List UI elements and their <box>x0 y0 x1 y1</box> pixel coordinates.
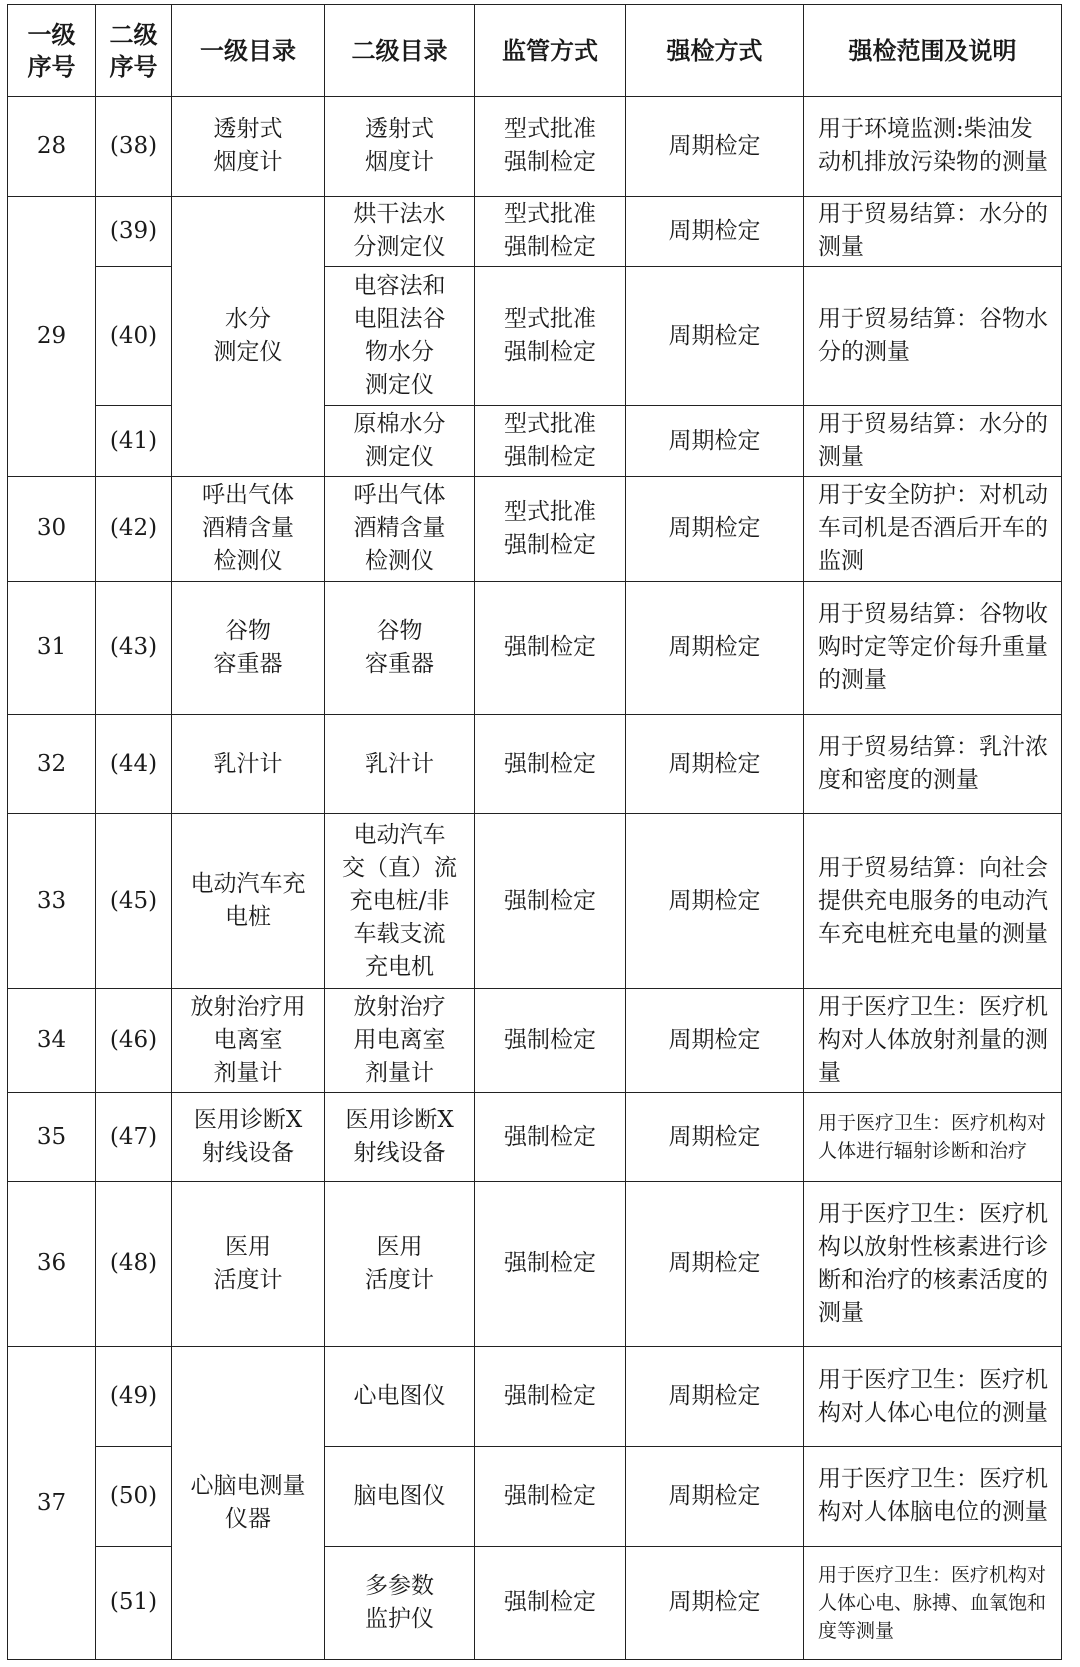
regulation-mode-cell: 型式批准 强制检定 <box>475 406 626 476</box>
level2-no-cell: (39) <box>96 196 172 266</box>
scope-description-cell: 用于贸易结算：水分的测量 <box>804 196 1062 266</box>
level1-no-cell: 28 <box>8 97 96 197</box>
level1-catalog-cell: 心脑电测量 仪器 <box>172 1347 325 1660</box>
inspection-mode-cell: 周期检定 <box>626 97 804 197</box>
inspection-mode-cell: 周期检定 <box>626 476 804 581</box>
level2-no-cell: (46) <box>96 988 172 1093</box>
scope-description-cell: 用于贸易结算：乳汁浓度和密度的测量 <box>804 714 1062 814</box>
regulation-mode-cell: 强制检定 <box>475 1446 626 1546</box>
level2-no-cell: (48) <box>96 1181 172 1347</box>
table-row <box>8 266 1062 406</box>
regulation-mode-cell: 型式批准 强制检定 <box>475 196 626 266</box>
regulation-mode-cell: 强制检定 <box>475 1181 626 1347</box>
table-row <box>8 406 1062 476</box>
table-row <box>8 196 1062 266</box>
header-level2-no: 二级 序号 <box>96 5 172 97</box>
metrology-catalog-table <box>7 4 1062 1660</box>
scope-description-cell: 用于安全防护：对机动车司机是否酒后开车的监测 <box>804 476 1062 581</box>
level2-catalog-cell: 电动汽车 交（直）流 充电桩/非 车载支流 充电机 <box>325 814 475 988</box>
level2-catalog-cell: 乳汁计 <box>325 714 475 814</box>
level2-catalog-cell: 呼出气体 酒精含量 检测仪 <box>325 476 475 581</box>
level1-catalog-cell: 电动汽车充 电桩 <box>172 814 325 988</box>
level2-no-cell: (51) <box>96 1546 172 1659</box>
table-row <box>8 1347 1062 1447</box>
inspection-mode-cell: 周期检定 <box>626 714 804 814</box>
level1-no-cell: 37 <box>8 1347 96 1660</box>
level2-catalog-cell: 电容法和 电阻法谷 物水分 测定仪 <box>325 266 475 406</box>
level1-no-cell: 33 <box>8 814 96 988</box>
table-row <box>8 1093 1062 1181</box>
level2-catalog-cell: 医用诊断X 射线设备 <box>325 1093 475 1181</box>
inspection-mode-cell: 周期检定 <box>626 1347 804 1447</box>
inspection-mode-cell: 周期检定 <box>626 196 804 266</box>
level1-catalog-cell: 放射治疗用 电离室 剂量计 <box>172 988 325 1093</box>
table-row <box>8 581 1062 714</box>
level2-no-cell: (41) <box>96 406 172 476</box>
level2-catalog-cell: 透射式 烟度计 <box>325 97 475 197</box>
level1-no-cell: 31 <box>8 581 96 714</box>
level1-catalog-cell: 水分 测定仪 <box>172 196 325 476</box>
table-body <box>8 97 1062 1660</box>
scope-description-cell: 用于医疗卫生：医疗机构以放射性核素进行诊断和治疗的核素活度的测量 <box>804 1181 1062 1347</box>
level2-catalog-cell: 医用 活度计 <box>325 1181 475 1347</box>
scope-description-cell: 用于医疗卫生：医疗机构对人体脑电位的测量 <box>804 1446 1062 1546</box>
inspection-mode-cell: 周期检定 <box>626 814 804 988</box>
level2-catalog-cell: 谷物 容重器 <box>325 581 475 714</box>
table-row <box>8 476 1062 581</box>
level2-no-cell: (38) <box>96 97 172 197</box>
level2-catalog-cell: 多参数 监护仪 <box>325 1546 475 1659</box>
header-level1-catalog: 一级目录 <box>172 5 325 97</box>
table-row <box>8 814 1062 988</box>
level2-no-cell: (44) <box>96 714 172 814</box>
scope-description-cell: 用于贸易结算：谷物收购时定等定价每升重量的测量 <box>804 581 1062 714</box>
level2-no-cell: (42) <box>96 476 172 581</box>
scope-description-cell: 用于医疗卫生：医疗机构对人体进行辐射诊断和治疗 <box>804 1093 1062 1181</box>
level1-catalog-cell: 透射式 烟度计 <box>172 97 325 197</box>
regulation-mode-cell: 强制检定 <box>475 988 626 1093</box>
level1-catalog-cell: 医用诊断X 射线设备 <box>172 1093 325 1181</box>
level1-catalog-cell: 呼出气体 酒精含量 检测仪 <box>172 476 325 581</box>
inspection-mode-cell: 周期检定 <box>626 988 804 1093</box>
level2-catalog-cell: 原棉水分 测定仪 <box>325 406 475 476</box>
header-regulation-mode: 监管方式 <box>475 5 626 97</box>
level1-catalog-cell: 医用 活度计 <box>172 1181 325 1347</box>
level2-no-cell: (43) <box>96 581 172 714</box>
scope-description-cell: 用于贸易结算：向社会提供充电服务的电动汽车充电桩充电量的测量 <box>804 814 1062 988</box>
level1-no-cell: 36 <box>8 1181 96 1347</box>
regulation-mode-cell: 型式批准 强制检定 <box>475 97 626 197</box>
regulation-mode-cell: 型式批准 强制检定 <box>475 266 626 406</box>
level1-no-cell: 29 <box>8 196 96 476</box>
scope-description-cell: 用于医疗卫生：医疗机构对人体心电、脉搏、血氧饱和度等测量 <box>804 1546 1062 1659</box>
scope-description-cell: 用于环境监测:柴油发动机排放污染物的测量 <box>804 97 1062 197</box>
header-level2-catalog: 二级目录 <box>325 5 475 97</box>
level2-catalog-cell: 脑电图仪 <box>325 1446 475 1546</box>
level2-catalog-cell: 心电图仪 <box>325 1347 475 1447</box>
inspection-mode-cell: 周期检定 <box>626 266 804 406</box>
table-row <box>8 1181 1062 1347</box>
inspection-mode-cell: 周期检定 <box>626 1093 804 1181</box>
regulation-mode-cell: 强制检定 <box>475 1347 626 1447</box>
regulation-mode-cell: 型式批准 强制检定 <box>475 476 626 581</box>
level1-no-cell: 32 <box>8 714 96 814</box>
level2-no-cell: (49) <box>96 1347 172 1447</box>
regulation-mode-cell: 强制检定 <box>475 1093 626 1181</box>
table-row <box>8 1546 1062 1659</box>
regulation-mode-cell: 强制检定 <box>475 581 626 714</box>
level2-no-cell: (45) <box>96 814 172 988</box>
header-inspection-mode: 强检方式 <box>626 5 804 97</box>
inspection-mode-cell: 周期检定 <box>626 1446 804 1546</box>
scope-description-cell: 用于医疗卫生：医疗机构对人体心电位的测量 <box>804 1347 1062 1447</box>
inspection-mode-cell: 周期检定 <box>626 581 804 714</box>
level1-catalog-cell: 谷物 容重器 <box>172 581 325 714</box>
header-scope-description: 强检范围及说明 <box>804 5 1062 97</box>
table-row <box>8 97 1062 197</box>
level1-no-cell: 35 <box>8 1093 96 1181</box>
header-level1-no: 一级 序号 <box>8 5 96 97</box>
level1-no-cell: 30 <box>8 476 96 581</box>
regulation-mode-cell: 强制检定 <box>475 1546 626 1659</box>
table-row <box>8 1446 1062 1546</box>
inspection-mode-cell: 周期检定 <box>626 1181 804 1347</box>
table-row <box>8 714 1062 814</box>
inspection-mode-cell: 周期检定 <box>626 1546 804 1659</box>
scope-description-cell: 用于贸易结算：谷物水分的测量 <box>804 266 1062 406</box>
level2-no-cell: (47) <box>96 1093 172 1181</box>
level2-catalog-cell: 烘干法水 分测定仪 <box>325 196 475 266</box>
header-row <box>8 5 1062 97</box>
scope-description-cell: 用于医疗卫生：医疗机构对人体放射剂量的测量 <box>804 988 1062 1093</box>
table-row <box>8 988 1062 1093</box>
regulation-mode-cell: 强制检定 <box>475 714 626 814</box>
level2-catalog-cell: 放射治疗 用电离室 剂量计 <box>325 988 475 1093</box>
level2-no-cell: (50) <box>96 1446 172 1546</box>
level2-no-cell: (40) <box>96 266 172 406</box>
inspection-mode-cell: 周期检定 <box>626 406 804 476</box>
regulation-mode-cell: 强制检定 <box>475 814 626 988</box>
level1-catalog-cell: 乳汁计 <box>172 714 325 814</box>
scope-description-cell: 用于贸易结算：水分的测量 <box>804 406 1062 476</box>
level1-no-cell: 34 <box>8 988 96 1093</box>
